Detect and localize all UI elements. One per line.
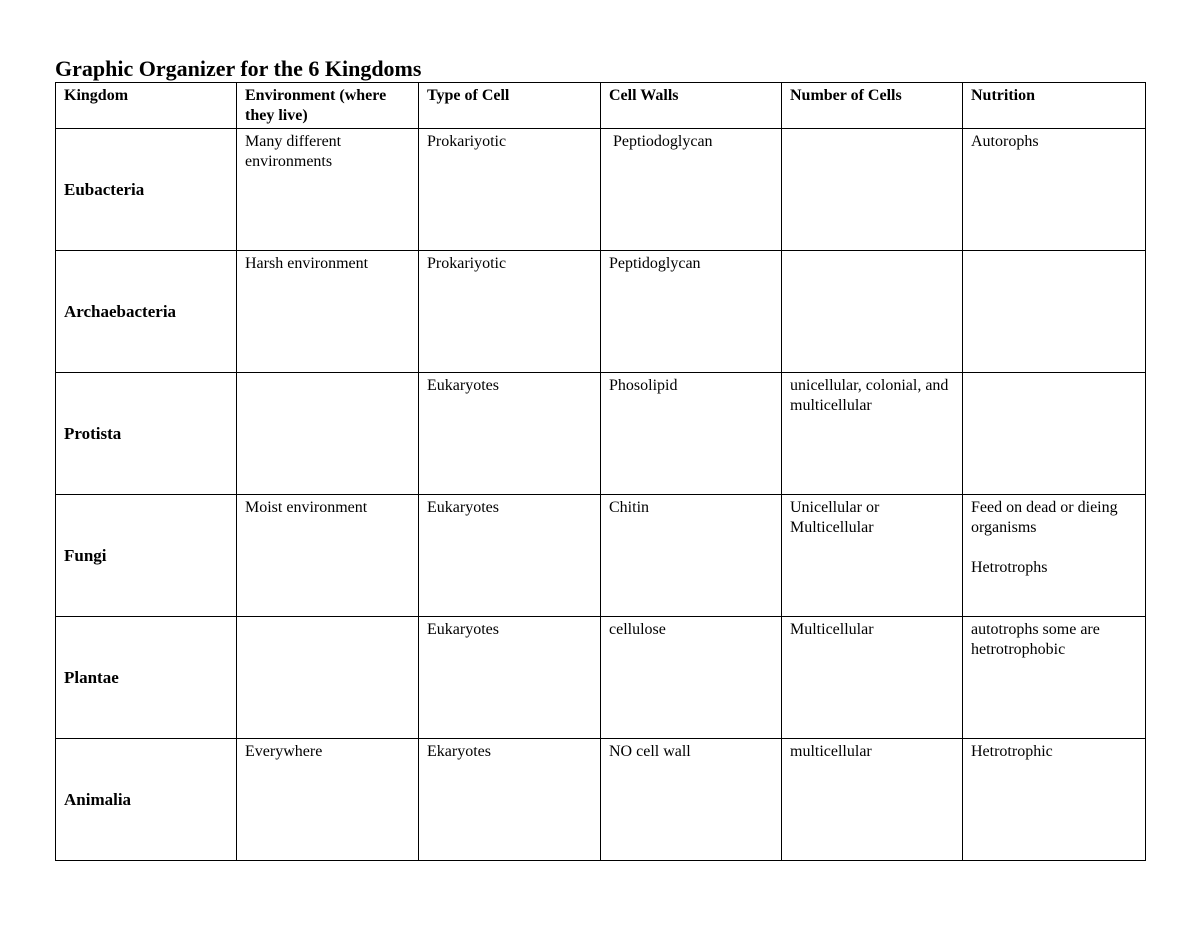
nutrition-extra-text: Hetrotrophs: [971, 559, 1048, 576]
cell-type-cell: Prokariyotic: [419, 129, 601, 251]
cell-walls-cell: cellulose: [601, 617, 782, 739]
kingdoms-table: [55, 82, 1146, 861]
header-environment: Environment (where they live): [237, 83, 419, 129]
number-of-cells-cell: unicellular, colonial, and multicellular: [782, 373, 963, 495]
nutrition-cell: [963, 373, 1146, 495]
header-cell-walls: Cell Walls: [601, 83, 782, 129]
environment-cell: [237, 373, 419, 495]
header-number-of-cells: Number of Cells: [782, 83, 963, 129]
cell-walls-cell: Chitin: [601, 495, 782, 617]
number-of-cells-cell: [782, 129, 963, 251]
kingdom-cell: Animalia: [56, 739, 237, 861]
environment-cell: Moist environment: [237, 495, 419, 617]
table-row: [56, 251, 1146, 373]
nutrition-text: Feed on dead or dieing organisms: [971, 499, 1118, 536]
table-row: [56, 739, 1146, 861]
cell-walls-cell: Peptiodoglycan: [601, 129, 782, 251]
page-title: Graphic Organizer for the 6 Kingdoms: [55, 56, 422, 81]
cell-walls-cell: Phosolipid: [601, 373, 782, 495]
kingdom-cell: Archaebacteria: [56, 251, 237, 373]
header-cell-type: Type of Cell: [419, 83, 601, 129]
nutrition-text: Hetrotrophic: [971, 743, 1053, 760]
kingdom-cell: Eubacteria: [56, 129, 237, 251]
nutrition-cell: [963, 129, 1146, 251]
nutrition-cell: [963, 617, 1146, 739]
cell-type-cell: Prokariyotic: [419, 251, 601, 373]
cell-walls-cell: NO cell wall: [601, 739, 782, 861]
number-of-cells-cell: multicellular: [782, 739, 963, 861]
environment-cell: Harsh environment: [237, 251, 419, 373]
number-of-cells-cell: Unicellular or Multicellular: [782, 495, 963, 617]
environment-cell: Many different environments: [237, 129, 419, 251]
nutrition-text: Autorophs: [971, 133, 1039, 150]
environment-cell: Everywhere: [237, 739, 419, 861]
table-row: [56, 617, 1146, 739]
cell-walls-cell: Peptidoglycan: [601, 251, 782, 373]
cell-type-cell: Eukaryotes: [419, 495, 601, 617]
nutrition-text: autotrophs some are hetrotrophobic: [971, 621, 1100, 658]
table-row: [56, 495, 1146, 617]
kingdom-cell: Plantae: [56, 617, 237, 739]
cell-type-cell: Eukaryotes: [419, 373, 601, 495]
header-row: [56, 83, 1146, 129]
kingdom-cell: Fungi: [56, 495, 237, 617]
nutrition-cell: [963, 739, 1146, 861]
cell-type-cell: Eukaryotes: [419, 617, 601, 739]
kingdom-cell: Protista: [56, 373, 237, 495]
table-row: [56, 129, 1146, 251]
nutrition-cell: [963, 251, 1146, 373]
cell-type-cell: Ekaryotes: [419, 739, 601, 861]
header-kingdom: Kingdom: [56, 83, 237, 129]
table-row: [56, 373, 1146, 495]
environment-cell: [237, 617, 419, 739]
number-of-cells-cell: Multicellular: [782, 617, 963, 739]
number-of-cells-cell: [782, 251, 963, 373]
nutrition-cell: [963, 495, 1146, 617]
header-nutrition: Nutrition: [963, 83, 1146, 129]
